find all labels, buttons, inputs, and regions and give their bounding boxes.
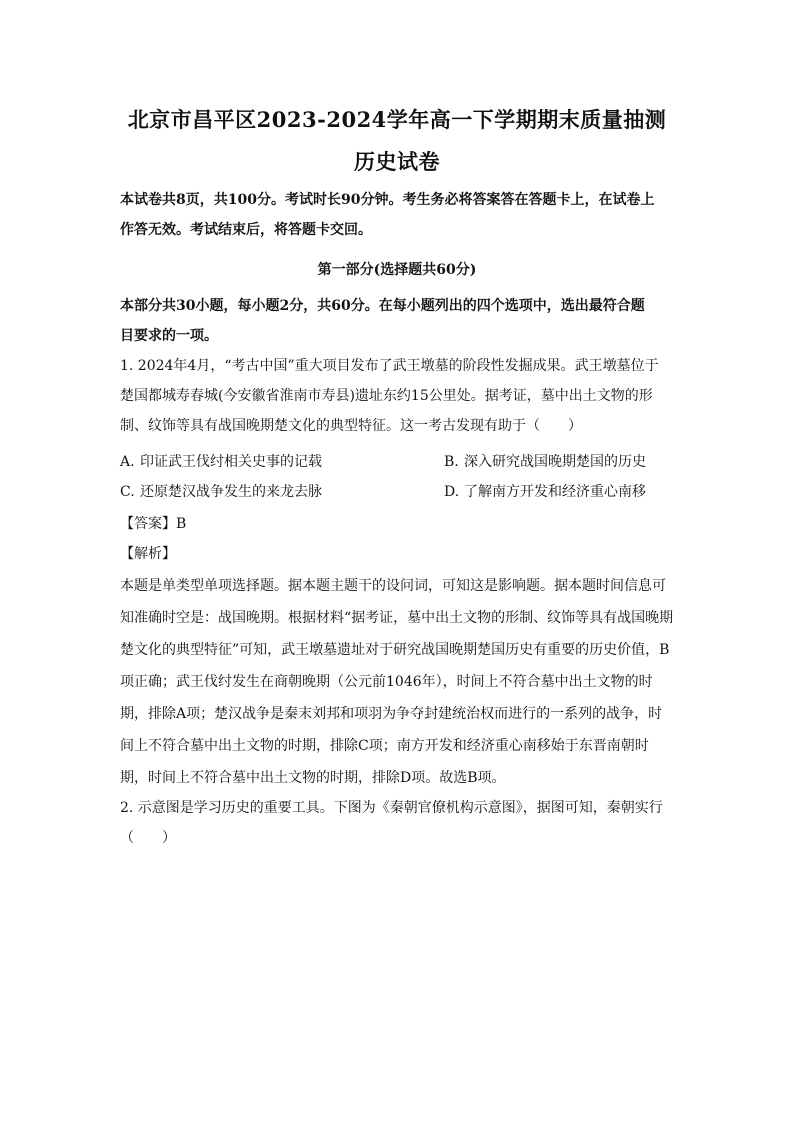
q1-stem-line-3: 制、纹饰等具有战国晚期楚文化的典型特征。这一考古发现有助于（ ）	[120, 418, 582, 434]
q1-analysis-line-7: 期，时间上不符合墓中出土文物的时期，排除D项。故选B项。	[120, 770, 506, 786]
q1-answer: 【答案】B	[120, 516, 187, 532]
section-title: 第一部分(选择题共60分)	[317, 262, 477, 278]
option-text: 印证武王伐纣相关史事的记载	[140, 454, 322, 470]
option-letter: C.	[120, 484, 135, 500]
q1-analysis-line-3: 楚文化的典型特征”可知，武王墩墓遗址对于研究战国晚期楚国历史有重要的历史价值，B	[120, 642, 670, 658]
section-instructions-line-2: 目要求的一项。	[120, 328, 218, 344]
exam-title: 北京市昌平区2023-2024学年高一下学期期末质量抽测	[127, 107, 667, 132]
q1-analysis-label: 【解析】	[120, 546, 176, 562]
option-letter: D.	[444, 484, 460, 500]
option-text: 了解南方开发和经济重心南移	[464, 484, 646, 500]
q1-option-d	[444, 482, 646, 502]
q1-analysis-line-5: 期，排除A项；楚汉战争是秦末刘邦和项羽为争夺封建统治权而进行的一系列的战争，时	[120, 706, 663, 722]
q1-analysis-line-4: 项正确；武王伐纣发生在商朝晚期（公元前1046年），时间上不符合墓中出土文物的时	[120, 674, 653, 690]
q1-analysis-line-2: 知准确时空是：战国晚期。根据材料“据考证，墓中出土文物的形制、纹饰等具有战国晚期	[120, 610, 674, 626]
intro-line-1: 本试卷共8页，共100分。考试时长90分钟。考生务必将答案答在答题卡上，在试卷上	[120, 192, 655, 208]
option-letter: B.	[444, 454, 459, 470]
q1-option-b	[444, 452, 646, 472]
intro-line-2: 作答无效。考试结束后，将答题卡交回。	[120, 222, 372, 238]
q1-option-a	[120, 452, 322, 472]
option-text: 深入研究战国晚期楚国的历史	[464, 454, 646, 470]
q2-stem-line-2: （ ）	[120, 830, 176, 846]
option-text: 还原楚汉战争发生的来龙去脉	[140, 484, 322, 500]
option-letter: A.	[120, 454, 135, 470]
q2-stem-line-1: 2. 示意图是学习历史的重要工具。下图为《秦朝官僚机构示意图》，据图可知，秦朝实行	[120, 800, 663, 816]
exam-subtitle: 历史试卷	[354, 149, 440, 174]
q1-analysis-line-1: 本题是单类型单项选择题。据本题主题干的设问词，可知这是影响题。据本题时间信息可	[120, 578, 666, 594]
q1-stem-line-1: 1. 2024年4月，“考古中国”重大项目发布了武王墩墓的阶段性发掘成果。武王墩墓位于	[120, 358, 659, 374]
q1-stem-line-2: 楚国都城寿春城(今安徽省淮南市寿县)遗址东约15公里处。据考证，墓中出土文物的形	[120, 388, 653, 404]
q1-analysis-line-6: 间上不符合墓中出土文物的时期，排除C项；南方开发和经济重心南移始于东晋南朝时	[120, 738, 649, 754]
section-instructions-line-1: 本部分共30小题，每小题2分，共60分。在每小题列出的四个选项中，选出最符合题	[120, 298, 645, 314]
q1-option-c	[120, 482, 322, 502]
